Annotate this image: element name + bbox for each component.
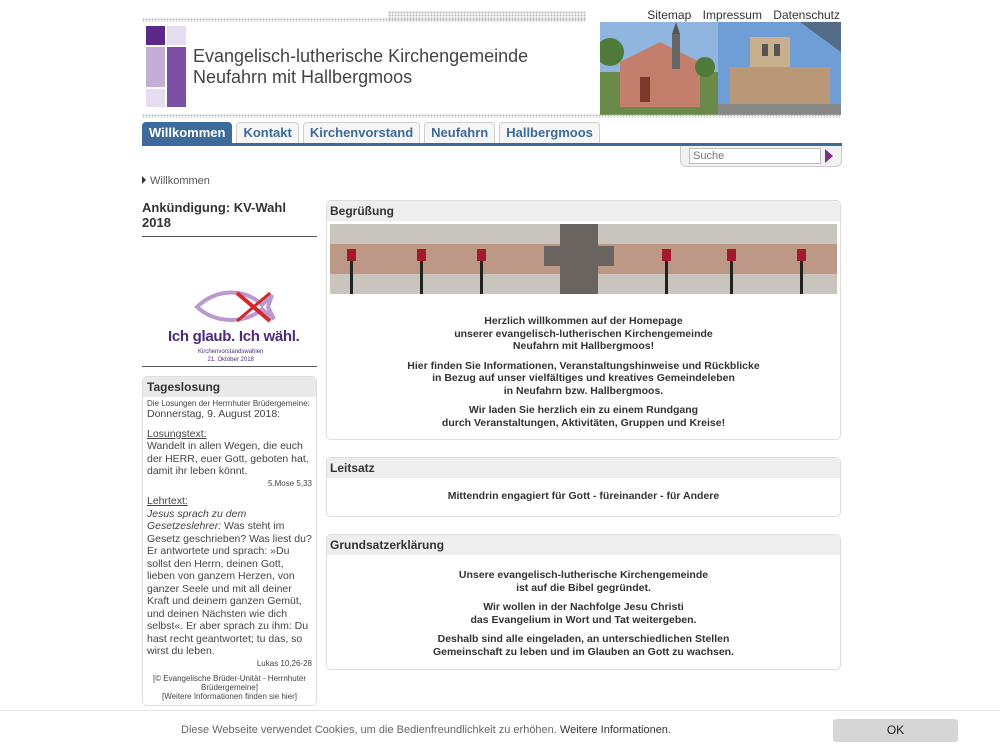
principles-box: [326, 534, 841, 670]
kv-subtitle-line1: Kirchenvorstandswahlen: [198, 349, 264, 355]
candles-banner-image: [330, 224, 837, 294]
tab-willkommen[interactable]: Willkommen: [142, 122, 232, 143]
losung-source: Die Losungen der Herrnhuter Brüdergemeine:: [147, 399, 310, 408]
datenschutz-link[interactable]: Datenschutz: [773, 8, 840, 22]
announcement-title: Ankündigung: KV-Wahl 2018: [142, 200, 317, 237]
tab-hallbergmoos[interactable]: Hallbergmoos: [499, 122, 600, 143]
breadcrumb-current: Willkommen: [150, 175, 210, 187]
losung-date: Donnerstag, 9. August 2018:: [147, 408, 281, 420]
header-dots-decoration: [142, 18, 586, 22]
losung-reference: 5.Mose 5,33: [267, 478, 312, 488]
fish-icon: [142, 277, 317, 357]
greeting-box: [326, 200, 841, 440]
principles-title: Grundsatzerklärung: [327, 535, 840, 555]
kv-election-logo[interactable]: [142, 237, 317, 367]
lehrtext: [147, 508, 312, 658]
greeting-line: in Bezug auf unser vielfältiges und kreatives Gemeindeleben: [432, 372, 735, 384]
cookie-ok-button[interactable]: OK: [833, 719, 958, 742]
left-sidebar: [142, 200, 317, 706]
greeting-line: Neufahrn mit Hallbergmoos!: [512, 340, 655, 352]
tab-kontakt[interactable]: Kontakt: [236, 122, 298, 143]
tab-kirchenvorstand[interactable]: Kirchenvorstand: [303, 122, 420, 143]
lehrtext-reference: Lukas 10,26-28: [256, 658, 312, 668]
lehrtext-label: Lehrtext:: [147, 495, 188, 507]
main-navigation: [142, 122, 842, 146]
breadcrumb-arrow-icon: [142, 176, 146, 184]
motto-text: Mittendrin engagiert für Gott - füreinander - für Andere: [447, 490, 720, 502]
breadcrumb: [142, 175, 210, 187]
site-title: [193, 46, 528, 88]
principles-line: Gemeinschaft zu leben und im Glauben an Gott zu wachsen.: [432, 645, 735, 658]
losung-copyright: [© Evangelische Brüder-Unität - Herrnhuter Brüdergemeine]: [152, 674, 307, 692]
cookie-banner: [0, 710, 1000, 750]
top-links: [639, 8, 840, 22]
principles-line: Deshalb sind alle eingeladen, an unterschiedlichen Stellen: [437, 633, 730, 645]
greeting-line: in Neufahrn bzw. Hallbergmoos.: [503, 384, 664, 397]
greeting-line: Wir laden Sie herzlich ein zu einem Rundgang: [468, 404, 699, 416]
header-church-photo: [600, 22, 841, 115]
greeting-line: Herzlich willkommen auf der Homepage: [484, 315, 683, 327]
greeting-title: Begrüßung: [327, 201, 840, 221]
search-box: [680, 146, 842, 167]
site-title-line1: Evangelisch-lutherische Kirchengemeinde: [193, 46, 529, 66]
losung-text: Wandelt in allen Wegen, die euch der HERR, euer Gott, geboten hat, damit ihr leben könnt.: [147, 440, 309, 477]
motto-title: Leitsatz: [327, 458, 840, 478]
daily-watchword-title: Tageslosung: [143, 377, 316, 397]
daily-watchword-box: [142, 376, 317, 706]
impressum-link[interactable]: Impressum: [702, 8, 762, 22]
lehrtext-body: Was steht im Gesetz geschrieben? Was liest du? Er antwortete und sprach: »Du sollst den Herrn, deinen Gott, lieben von ganzem Herzen, von ganzer Seele und mit all deiner Kraft und deinem ganzen Gemüt, und deinen Nächsten wie dich selbst«. Er aber sprach zu ihm: Du hast recht geantwortet; tu das, so wirst du leben.: [147, 520, 312, 657]
sitemap-link[interactable]: Sitemap: [647, 8, 692, 22]
header-dots-decoration: [142, 114, 840, 118]
kv-subtitle: [198, 348, 263, 364]
principles-line: das Evangelium in Wort und Tat weitergeben.: [470, 613, 697, 626]
lehrtext-intro: Jesus sprach zu dem Gesetzeslehrer:: [147, 507, 247, 532]
kv-subtitle-line2: 21. Oktober 2018: [207, 357, 254, 363]
greeting-line: Hier finden Sie Informationen, Veranstaltungshinweise und Rückblicke: [407, 359, 760, 372]
search-input[interactable]: [689, 148, 821, 164]
cookie-more-info-link[interactable]: Weitere Informationen.: [559, 724, 671, 736]
motto-box: [326, 457, 841, 517]
principles-line: Unsere evangelisch-lutherische Kirchengemeinde: [458, 569, 709, 581]
principles-line: Wir wollen in der Nachfolge Jesu Christi: [483, 601, 684, 613]
principles-line: ist auf die Bibel gegründet.: [516, 581, 651, 594]
site-title-line2: Neufahrn mit Hallbergmoos: [193, 67, 413, 87]
church-logo[interactable]: [146, 26, 188, 108]
tab-neufahrn[interactable]: Neufahrn: [424, 122, 495, 143]
losung-more-info-link[interactable]: [Weitere Informationen finden sie hier]: [161, 692, 298, 701]
losung-label: Losungstext:: [147, 427, 207, 440]
greeting-line: unserer evangelisch-lutherischen Kirchengemeinde: [454, 327, 713, 340]
search-submit-icon[interactable]: [825, 149, 833, 163]
greeting-line: durch Veranstaltungen, Aktivitäten, Gruppen und Kreise!: [441, 416, 726, 429]
kv-slogan: Ich glaub. Ich wähl.: [168, 328, 300, 345]
cookie-notice: [181, 724, 671, 736]
cookie-text: Diese Webseite verwendet Cookies, um die Bedienfreundlichkeit zu erhöhen.: [181, 724, 557, 736]
